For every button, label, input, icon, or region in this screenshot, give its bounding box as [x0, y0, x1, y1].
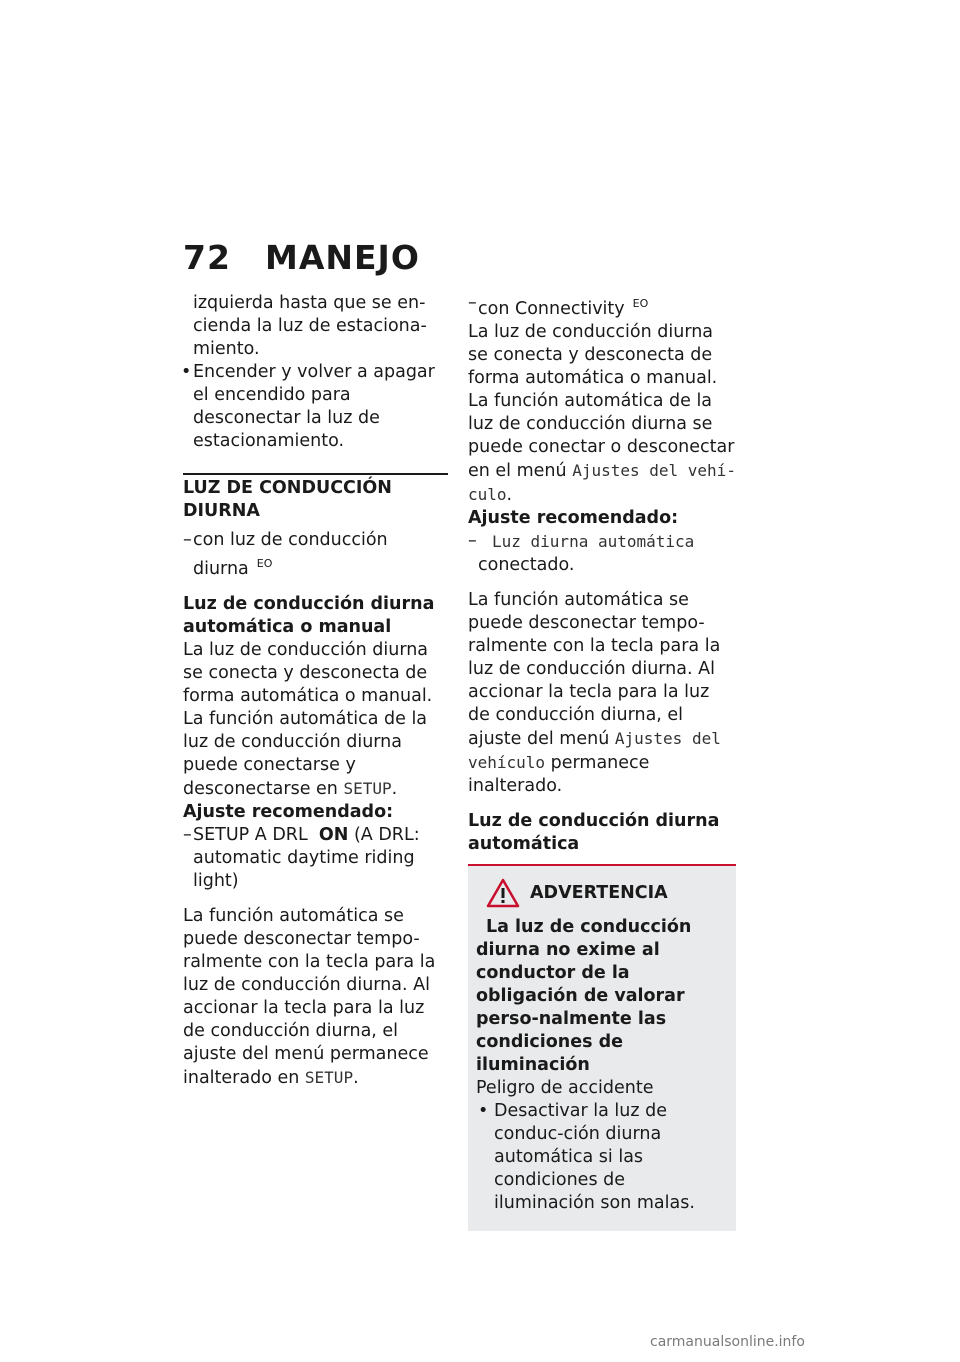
warning-danger: Peligro de accidente	[476, 1078, 654, 1098]
list-item-text: Desactivar la luz de conduc-ción diurna automática si las condiciones de iluminación son malas.	[494, 1101, 695, 1213]
menu-path: Ajustes del vehí-culo	[468, 461, 736, 504]
menu-path: SETUP	[343, 779, 392, 798]
dash-icon: –	[468, 531, 477, 551]
warning-title: ADVERTENCIA	[530, 882, 668, 903]
dash-icon: –	[183, 825, 192, 845]
paragraph: La función automática de la luz de conducción diurna se puede conectar o desconectar en el menú Ajustes del vehí-culo.	[468, 391, 736, 505]
paragraph: La función automática se puede desconectar tempo-ralmente con la tecla para la luz de conducción diurna. Al accionar la tecla para la luz de conducción diurna, el ajuste del menú Ajustes del vehículo permanece inalterado.	[468, 590, 721, 796]
paragraph: La luz de conducción diurna se conecta y desconecta de forma automática o manual.	[468, 322, 718, 388]
menu-path: Luz diurna automática	[492, 532, 695, 551]
warning-header	[476, 878, 728, 908]
page-header	[183, 238, 420, 277]
menu-path: Ajustes del vehículo	[468, 729, 721, 772]
dash-icon: –	[183, 530, 192, 550]
left-column	[183, 292, 448, 1090]
warning-box	[468, 864, 736, 1231]
option-superscript: EO	[256, 557, 273, 570]
paragraph: izquierda hasta que se en-cienda la luz de estaciona-miento.	[193, 293, 427, 359]
section-heading: LUZ DE CONDUCCIÓN DIURNA	[183, 478, 392, 521]
paragraph: La función automática se puede desconectar tempo-ralmente con la tecla para la luz de conducción diurna. Al accionar la tecla para la luz de conducción diurna, el ajuste del menú permanece inalterado en SETUP.	[183, 906, 436, 1088]
subheading: Luz de conducción diurna automática	[468, 811, 720, 854]
equipment-item	[468, 292, 736, 321]
equipment-text: con Connectivity	[478, 299, 625, 319]
paragraph: La luz de conducción diurna se conecta y desconecta de forma automática o manual.	[183, 640, 433, 706]
page-number: 72	[183, 238, 231, 277]
list-item	[476, 1100, 728, 1215]
setting-value: ON	[318, 825, 349, 845]
section-title: MANEJO	[265, 238, 420, 277]
bullet-icon: •	[181, 362, 192, 382]
dash-icon: –	[468, 293, 477, 313]
list-item	[183, 361, 448, 453]
warning-text: La luz de conducción diurna no exime al conductor de la obligación de valorar perso-nalmente las condiciones de iluminación	[476, 917, 692, 1075]
recommended-setting: – SETUP A DRL ON (A DRL: automatic daytime riding light)	[183, 825, 420, 891]
menu-path: SETUP	[304, 1068, 354, 1087]
equipment-text: con luz de conducción diurna	[193, 530, 388, 579]
paragraph: La función automática de la luz de conducción diurna puede conectarse y desconectarse en SETUP.	[183, 709, 428, 799]
recommended-label: Ajuste recomendado:	[183, 802, 394, 822]
bullet-icon: •	[478, 1101, 489, 1121]
recommended-setting: – Luz diurna automática conectado.	[468, 531, 695, 575]
warning-triangle-icon	[486, 878, 520, 908]
list-item-text: Encender y volver a apagar el encendido para desconectar la luz de estacionamiento.	[193, 362, 435, 451]
recommended-label: Ajuste recomendado:	[468, 508, 679, 528]
subheading: Luz de conducción diurna automática o manual	[183, 594, 435, 637]
equipment-item	[183, 529, 448, 581]
option-superscript: EO	[632, 297, 649, 310]
right-column	[468, 292, 736, 1231]
footer-watermark: carmanualsonline.info	[650, 1334, 805, 1350]
